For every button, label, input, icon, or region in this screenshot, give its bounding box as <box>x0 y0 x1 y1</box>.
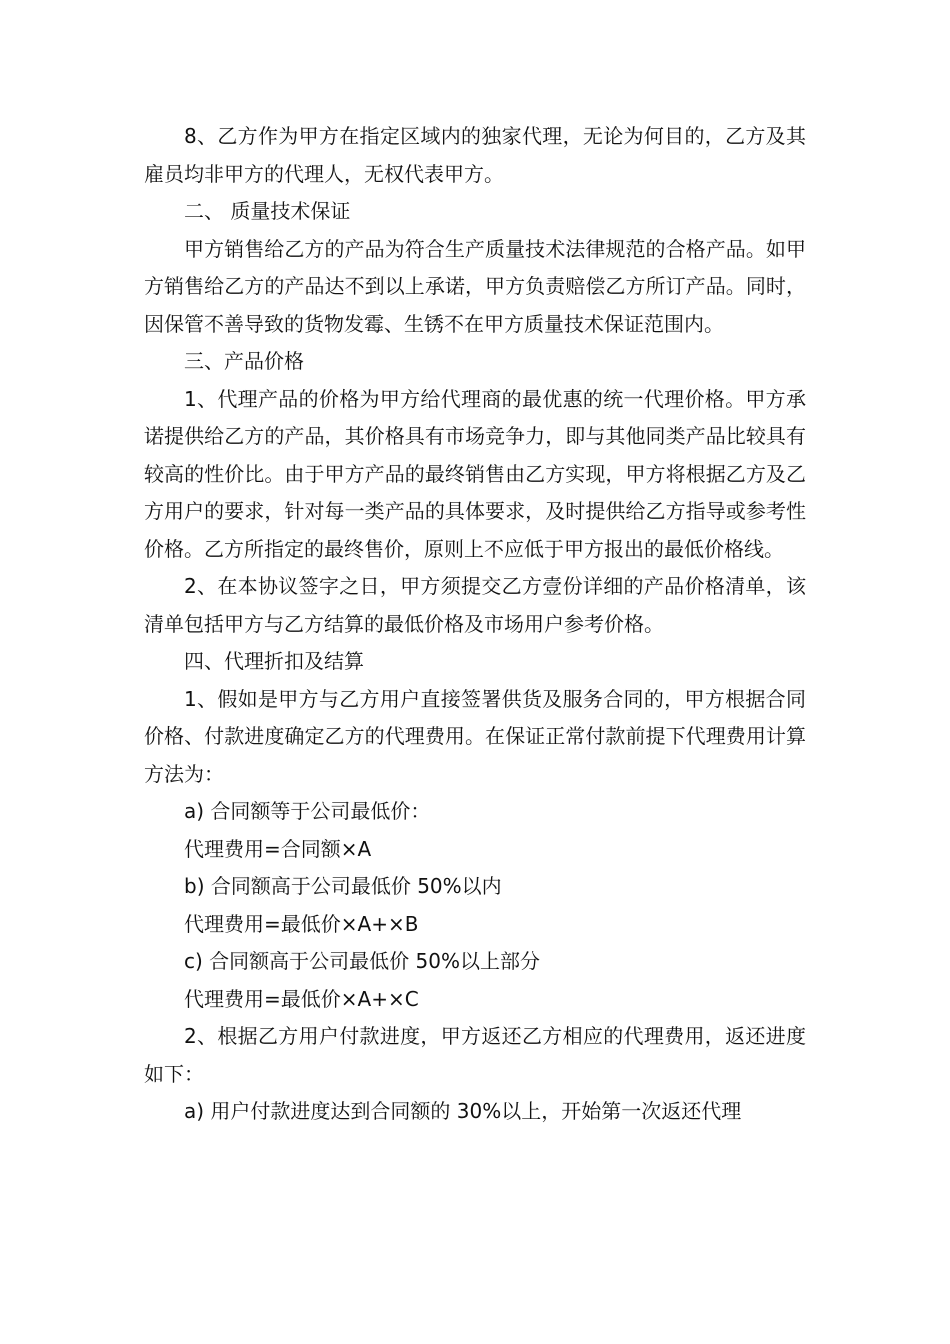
list-item-a: a) 合同额等于公司最低价： <box>184 799 431 823</box>
document-body <box>144 118 806 1131</box>
formula-b: 代理费用=最低价×A+×B <box>184 911 419 936</box>
section-heading-discount: 四、代理折扣及结算 <box>184 649 364 673</box>
paragraph-price-1: 1、代理产品的价格为甲方给代理商的最优惠的统一代理价格。甲方承诺提供给乙方的产品，其价格具有市场竞争力，即与其他同类产品比较具有较高的性价比。由于甲方产品的最终销售由乙方实现，甲方将根据乙方及乙方用户的要求，针对每一类产品的具体要求，及时提供给乙方指导或参考性价格。乙方所指定的最终售价，原则上不应低于甲方报出的最低价格线。 <box>144 386 806 561</box>
list-item-refund-a: a) 用户付款进度达到合同额的 30%以上，开始第一次返还代理 <box>184 1099 742 1123</box>
paragraph-price-2: 2、在本协议签字之日，甲方须提交乙方壹份详细的产品价格清单，该清单包括甲方与乙方结算的最低价格及市场用户参考价格。 <box>144 574 806 636</box>
list-item-b: b) 合同额高于公司最低价 50%以内 <box>184 874 502 898</box>
formula-c: 代理费用=最低价×A+×C <box>184 986 419 1011</box>
section-heading-price: 三、产品价格 <box>184 349 304 373</box>
list-item-c: c) 合同额高于公司最低价 50%以上部分 <box>184 949 540 973</box>
formula-a: 代理费用=合同额×A <box>184 836 372 861</box>
section-heading-quality: 二、 质量技术保证 <box>184 199 351 223</box>
paragraph-quality-guarantee: 甲方销售给乙方的产品为符合生产质量技术法律规范的合格产品。如甲方销售给乙方的产品达不到以上承诺，甲方负责赔偿乙方所订产品。同时，因保管不善导致的货物发霉、生锈不在甲方质量技术保证范围内。 <box>144 236 806 336</box>
paragraph-discount-2: 2、根据乙方用户付款进度，甲方返还乙方相应的代理费用，返还进度如下： <box>144 1024 806 1086</box>
paragraph-clause-8: 8、乙方作为甲方在指定区域内的独家代理，无论为何目的，乙方及其雇员均非甲方的代理人，无权代表甲方。 <box>144 124 806 186</box>
paragraph-discount-1: 1、假如是甲方与乙方用户直接签署供货及服务合同的，甲方根据合同价格、付款进度确定乙方的代理费用。在保证正常付款前提下代理费用计算方法为： <box>144 686 806 786</box>
